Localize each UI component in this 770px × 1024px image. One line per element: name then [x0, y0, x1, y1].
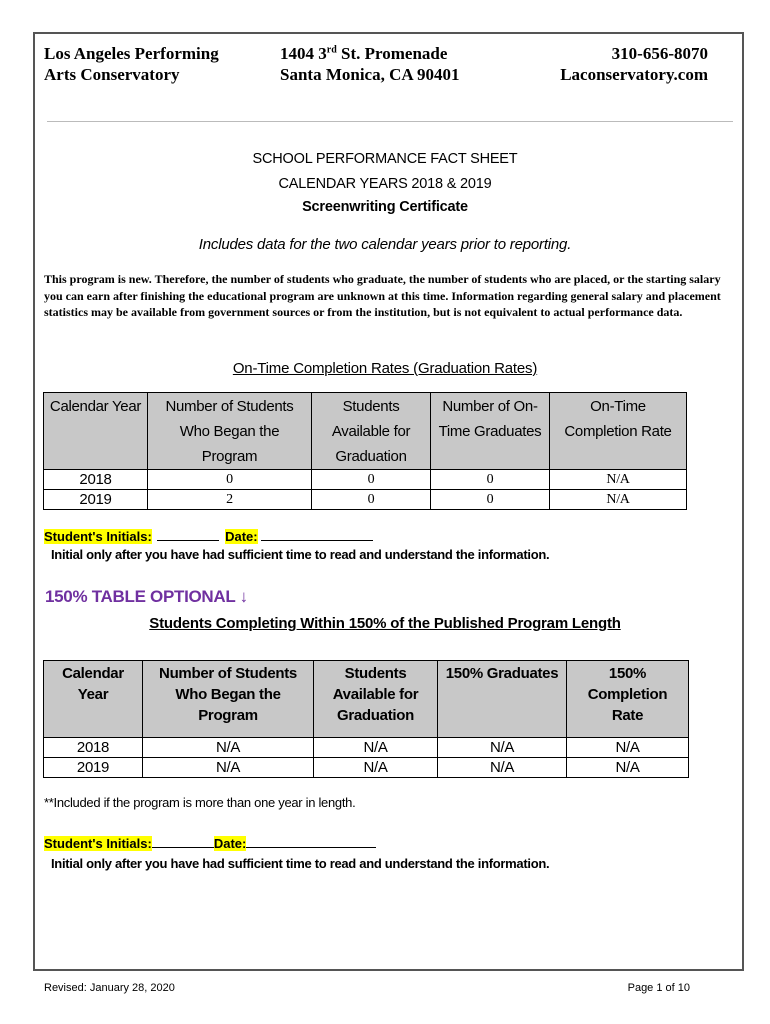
initials-field[interactable] [152, 835, 214, 848]
footnote: **Included if the program is more than one year in length. [44, 795, 356, 810]
table-cell: N/A [143, 758, 314, 778]
initials-instruction: Initial only after you have had sufficient time to read and understand the information. [51, 856, 550, 871]
org-name-line2: Arts Conservatory [44, 65, 180, 84]
revised-date: Revised: January 28, 2020 [44, 982, 175, 994]
column-header: Students Available for Graduation [314, 661, 438, 738]
table-cell: 2 [148, 490, 312, 510]
column-header: On-Time Completion Rate [550, 393, 687, 470]
column-header: Calendar Year [44, 393, 148, 470]
table-cell: 0 [148, 470, 312, 490]
table-cell: 2019 [44, 490, 148, 510]
column-header: Number of On-Time Graduates [431, 393, 550, 470]
initials-label: Student's Initials: [44, 836, 152, 851]
column-header: Number of Students Who Began the Program [148, 393, 312, 470]
column-header: Number of Students Who Began the Program [143, 661, 314, 738]
table2-title: Students Completing Within 150% of the Published Program Length [149, 615, 621, 632]
calendar-years-title: CALENDAR YEARS 2018 & 2019 [278, 176, 492, 192]
table-header-row [44, 661, 689, 738]
organization-name [44, 43, 219, 85]
table1-title: On-Time Completion Rates (Graduation Rates) [232, 360, 538, 377]
initials-instruction: Initial only after you have had sufficient time to read and understand the information. [51, 547, 550, 562]
on-time-completion-table [43, 392, 687, 510]
subtitle: Includes data for the two calendar years prior to reporting. [198, 236, 572, 253]
table-row [44, 758, 689, 778]
table-row [44, 470, 687, 490]
page-number: Page 1 of 10 [627, 982, 690, 994]
table-cell: N/A [438, 758, 567, 778]
table-cell: N/A [550, 470, 687, 490]
table-cell: N/A [314, 758, 438, 778]
table-header-row [44, 393, 687, 470]
table-cell: N/A [567, 738, 689, 758]
date-label: Date: [225, 529, 258, 544]
column-header: 150% Completion Rate [567, 661, 689, 738]
document-title: SCHOOL PERFORMANCE FACT SHEET [252, 151, 518, 167]
date-field[interactable] [261, 528, 373, 541]
table-cell: 2018 [44, 738, 143, 758]
header-divider [47, 121, 733, 122]
column-header: 150% Graduates [438, 661, 567, 738]
initials-row-1 [44, 528, 373, 544]
organization-contact [560, 43, 708, 85]
table-cell: N/A [438, 738, 567, 758]
date-field[interactable] [246, 835, 376, 848]
table-cell: 0 [312, 490, 431, 510]
table-cell: N/A [143, 738, 314, 758]
website: Laconservatory.com [560, 65, 708, 84]
address-line2: Santa Monica, CA 90401 [280, 65, 460, 84]
table-cell: 2018 [44, 470, 148, 490]
table-cell: 0 [312, 470, 431, 490]
column-header: Calendar Year [44, 661, 143, 738]
table-cell: 2019 [44, 758, 143, 778]
table-row [44, 738, 689, 758]
initials-row-2 [44, 835, 376, 851]
address-line1: 1404 3rd St. Promenade [280, 44, 448, 63]
initials-field[interactable] [157, 528, 219, 541]
intro-paragraph: This program is new. Therefore, the number of students who graduate, the number of students who are placed, or the starting salary you can earn after finishing the educational program are unknown at this time. Information regarding general salary and placement statistics may be available from government sources or from the institution, but is not equivalent to actual performance data. [44, 272, 721, 319]
column-header: Students Available for Graduation [312, 393, 431, 470]
date-label: Date: [213, 836, 247, 851]
table-cell: N/A [314, 738, 438, 758]
table-cell: N/A [550, 490, 687, 510]
organization-address [280, 43, 459, 85]
optional-table-label: 150% TABLE OPTIONAL ↓ [45, 587, 248, 606]
initials-label: Student's Initials: [44, 529, 152, 544]
org-name-line1: Los Angeles Performing [44, 44, 219, 63]
table-cell: N/A [567, 758, 689, 778]
program-title: Screenwriting Certificate [302, 199, 468, 215]
table-cell: 0 [431, 470, 550, 490]
completion-150-table [43, 660, 689, 778]
table-cell: 0 [431, 490, 550, 510]
phone-number: 310-656-8070 [611, 44, 708, 63]
table-row [44, 490, 687, 510]
